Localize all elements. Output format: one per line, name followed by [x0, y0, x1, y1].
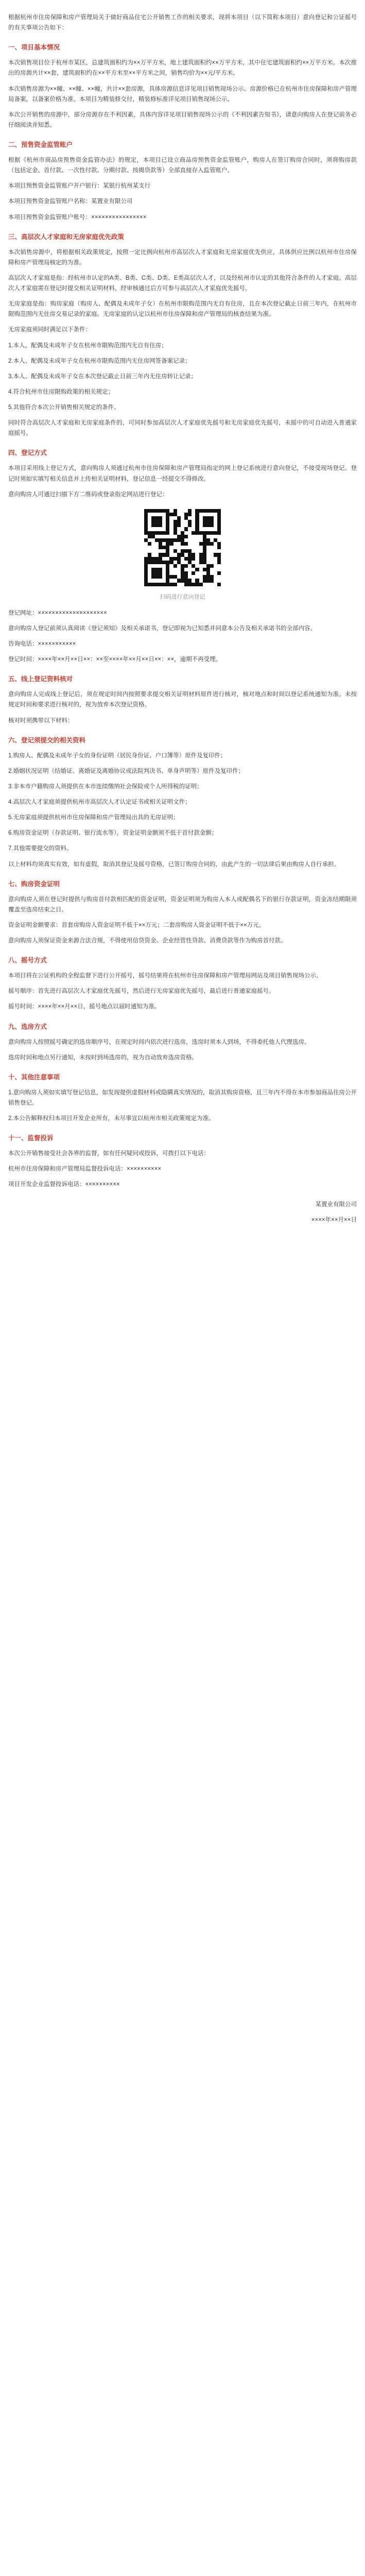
footer-company: 某置业有限公司 — [315, 1201, 357, 1208]
body-paragraph: 本项目预售资金监管账户开户银行：某银行杭州某支行 — [8, 183, 150, 190]
body-paragraph: 选房时间和地点另行通知，未按时到场选房的，视为自动放弃选房资格。 — [8, 1054, 198, 1061]
body-paragraph: 无房家庭须同时满足以下条件： — [8, 327, 91, 333]
body-paragraph: 意向购房人按照摇号确定的选房顺序号，在规定时间内依次进行选房，选房时须本人到场，不得委托他人代理选房。 — [8, 1039, 310, 1045]
body-paragraph: 2.婚姻状况证明（结婚证、离婚证及离婚协议或法院判决书、单身声明等）原件及复印件； — [8, 768, 245, 774]
body-paragraph: 根据《杭州市商品房预售资金监管办法》的规定，本项目已设立商品房预售资金监管账户，购房人在签订购房合同时，须将购房款（包括定金、首付款、一次性付款、分期付款、按揭贷款等）全部直接存入监管账户。 — [8, 157, 357, 174]
body-paragraph: 登记网址：×××××××××××××××××××× — [8, 609, 107, 616]
body-paragraph: 摇号时间：××××年××月××日，摇号地点以届时通知为准。 — [8, 1004, 161, 1010]
body-paragraph: 意向购房人可通过扫描下方二维码或登录指定网站进行登记： — [8, 491, 168, 498]
qr-code-icon[interactable] — [141, 506, 224, 589]
body-paragraph: 本项目采用线上登记方式，意向购房人须通过杭州市住房保障和房产管理局指定的网上登记系统进行意向登记，不接受现场登记。登记时须如实填写相关信息并上传相关证明材料，登记信息一经提交不得修改。 — [8, 465, 357, 482]
body-paragraph: 同时符合高层次人才家庭和无房家庭条件的，可同时参加高层次人才家庭优先摇号和无房家庭优先摇号，未摇中的可自动进入普通家庭摇号。 — [8, 420, 357, 437]
body-paragraph: 意向购房人须保证资金来源合法合规，不得使用信贷资金、企业经营性贷款、消费贷款等作为购房首付款。 — [8, 938, 287, 944]
body-paragraph: 5.无房家庭须提供杭州市住房保障和房产管理局出具的无房证明； — [8, 815, 179, 821]
body-paragraph: 5.其他符合本次公开销售相关规定的条件。 — [8, 404, 120, 411]
body-paragraph: 意向购房人登记前须认真阅读《登记须知》及相关承诺书，登记即视为已知悉并同意本公告及相关承诺书的全部内容。 — [8, 625, 316, 632]
body-paragraph: 本项目预售资金监管账户名称：某置业有限公司 — [8, 198, 133, 205]
body-paragraph: 咨询电话：××××××××××× — [8, 641, 76, 647]
body-paragraph: 高层次人才家庭是指：经杭州市认定的A类、B类、C类、D类、E类高层次人才，以及经杭州市认定的其他符合条件的人才家庭。高层次人才家庭需在登记时提交相关证明材料，经审核通过后方可参与高层次人才家庭优先摇号。 — [8, 275, 357, 292]
body-paragraph: 本项目预售资金监管账户账号：×××××××××××××××× — [8, 214, 147, 221]
section-heading: 八、摇号方式 — [8, 957, 47, 964]
body-paragraph: 7.其他需要提交的资料。 — [8, 845, 73, 852]
intro-paragraph: 根据杭州市住房保障和房产管理局关于做好商品住宅公开销售工作的相关要求，现将本项目（以下简称本项目）意向登记和公证摇号的有关事项公告如下： — [8, 14, 357, 31]
body-paragraph: 本次公开销售的房源中，部分房源存在不利因素，具体内容详见项目销售现场公示的《不利因素告知书》，请意向购房人在登记前务必仔细阅读并知悉。 — [8, 111, 357, 128]
section-heading: 三、高层次人才家庭和无房家庭优先政策 — [8, 233, 125, 241]
body-paragraph: 意向购房人完成线上登记后，须在规定时间内按照要求提交相关证明材料原件进行核对，核对地点和时间以登记系统通知为准。未按规定时间和要求进行核对的，视为放弃本次登记资格。 — [8, 691, 357, 708]
body-paragraph: 杭州市住房保障和房产管理局监督投诉电话：×××××××××× — [8, 1166, 162, 1173]
body-paragraph: 1.本人、配偶及未成年子女在杭州市限购范围内无自有住房； — [8, 342, 167, 349]
section-heading: 五、线上登记资料核对 — [8, 675, 73, 683]
body-paragraph: 登记时间：××××年××月××日××：××至××××年××月××日××：××，逾期不再受理。 — [8, 656, 222, 663]
body-paragraph: 无房家庭是指：购房家庭（购房人、配偶及未成年子女）在杭州市限购范围内无自有住房，且在本次登记截止日前三年内，在杭州市限购范围内无住房交易记录的家庭。无房家庭的认定以杭州市住房保障和房产管理局的核查结果为准。 — [8, 301, 357, 318]
body-paragraph: 核对时须携带以下材料： — [8, 717, 74, 724]
section-heading: 四、登记方式 — [8, 449, 47, 457]
body-paragraph: 2.本公告解释权归本项目开发企业所有，未尽事宜以杭州市相关政策规定为准。 — [8, 1115, 215, 1122]
body-paragraph: 1.意向购房人须如实填写登记信息，如发现提供虚假材料或隐瞒真实情况的，取消其购房资格，且三年内不得在本市参加商品住房公开销售登记。 — [8, 1089, 357, 1106]
body-paragraph: 本次销售房源中，将根据相关政策规定，按照一定比例向杭州市高层次人才家庭和无房家庭优先供应，具体供应比例以杭州市住房保障和房产管理局核定的为准。 — [8, 249, 357, 266]
body-paragraph: 本项目将在公证机构的全程监督下进行公开摇号，摇号结果将在杭州市住房保障和房产管理局网站及项目销售现场公示。 — [8, 973, 322, 979]
body-paragraph: 3.非本市户籍购房人须提供在本市连续缴纳社会保险或个人所得税的证明； — [8, 783, 203, 790]
body-paragraph: 1.购房人、配偶及未成年子女的身份证明（居民身份证、户口簿等）原件及复印件； — [8, 752, 227, 759]
body-paragraph: 2.本人、配偶及未成年子女在杭州市限购范围内无住房网签备案记录； — [8, 358, 191, 364]
section-heading: 六、登记须提交的相关资料 — [8, 736, 86, 744]
body-paragraph: 摇号顺序：首先进行高层次人才家庭优先摇号，然后进行无房家庭优先摇号，最后进行普通家庭摇号。 — [8, 988, 275, 995]
body-paragraph: 6.购房资金证明（存款证明、银行流水等），资金证明金额须不低于首付款金额； — [8, 830, 218, 837]
body-paragraph: 4.符合杭州市住房限购政策的相关规定； — [8, 388, 114, 395]
qr-code-caption: 扫码进行意向登记 — [160, 594, 205, 600]
body-paragraph: 以上材料均须真实有效，如有虚假，取消其登记及摇号资格，已签订购房合同的，由此产生的一切法律后果由购房人自行承担。 — [8, 861, 340, 868]
section-heading: 九、选房方式 — [8, 1023, 47, 1030]
section-heading: 十、其他注意事项 — [8, 1073, 60, 1081]
body-paragraph: 资金证明金额要求：首套房购房人资金证明不低于××万元；二套房购房人资金证明不低于××万元。 — [8, 922, 265, 928]
body-paragraph: 3.本人、配偶及未成年子女在本次登记截止日前三年内无住房转让记录； — [8, 373, 197, 380]
qr-code-block — [8, 506, 357, 601]
announcement-page — [0, 0, 365, 1243]
section-heading: 十一、监督投诉 — [8, 1134, 54, 1142]
body-paragraph: 本次公开销售接受社会各界的监督，如有任何疑问或投诉，可拨打以下电话： — [8, 1150, 210, 1157]
body-paragraph: 本次销售房源为××幢、××幢、××幢，共计××套房源，具体房源信息详见项目销售现场公示。房源价格已在杭州市住房保障和房产管理局备案，以备案价格为准。本项目为精装修交付，精装修标准详见项目销售现场公示。 — [8, 86, 357, 103]
footer-date: ××××年××月××日 — [311, 1216, 357, 1223]
section-heading: 一、项目基本情况 — [8, 44, 60, 52]
announcement-body — [8, 42, 357, 1190]
body-paragraph: 意向购房人须在登记时提供与购房首付款相匹配的资金证明，资金证明须为购房人本人或配偶名下的银行存款证明，资金冻结期限须覆盖至选房结束之日。 — [8, 896, 357, 913]
body-paragraph: 4.高层次人才家庭须提供杭州市高层次人才认定证书或相关证明文件； — [8, 799, 191, 805]
body-paragraph: 本次销售项目位于杭州市某区，总建筑面积约为××万平方米，地上建筑面积约××万平方米，其中住宅建筑面积约××万平方米。本次推出的房源共计××套，建筑面积约在××平方米至××平方米之间，销售均价为××元/平方米。 — [8, 60, 357, 77]
body-paragraph: 项目开发企业监督投诉电话：×××××××××× — [8, 1181, 120, 1188]
section-heading: 二、预售资金监管账户 — [8, 141, 73, 148]
section-heading: 七、购房资金证明 — [8, 880, 60, 888]
